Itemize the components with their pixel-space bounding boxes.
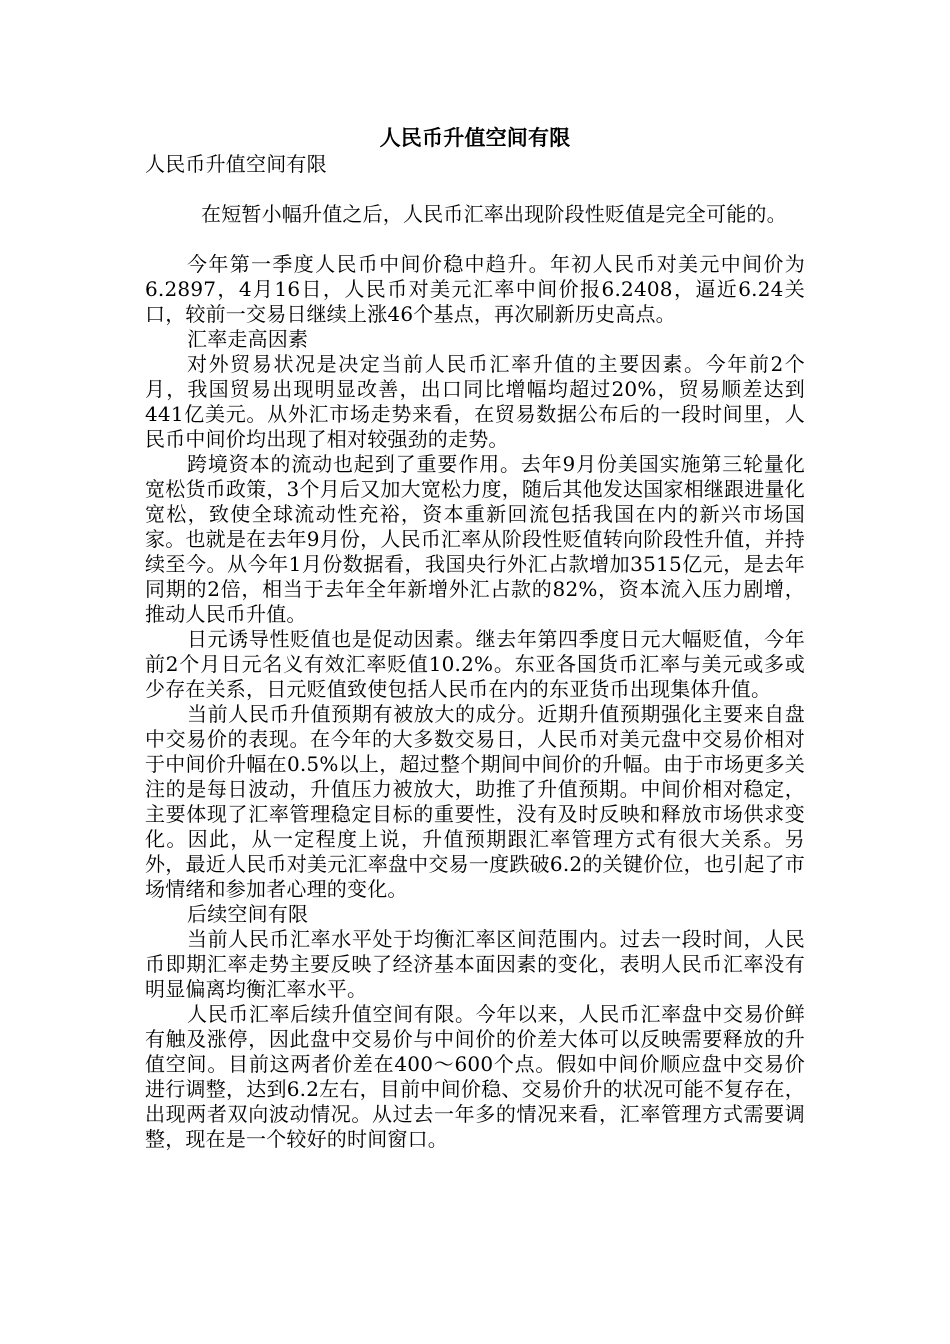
- paragraph-6: 当前人民币汇率水平处于均衡汇率区间范围内。过去一段时间，人民币即期汇率走势主要反映了经济基本面因素的变化，表明人民币汇率没有明显偏离均衡汇率水平。: [145, 927, 805, 1001]
- paragraph-3: 跨境资本的流动也起到了重要作用。去年9月份美国实施第三轮量化宽松货币政策，3个月后又加大宽松力度，随后其他发达国家相继跟进量化宽松，致使全球流动性充裕，资本重新回流包括我国在内的新兴市场国家。也就是在去年9月份，人民币汇率从阶段性贬值转向阶段性升值，并持续至今。从今年1月份数据看，我国央行外汇占款增加3515亿元，是去年同期的2倍，相当于去年全年新增外汇占款的82%，资本流入压力剧增，推动人民币升值。: [145, 452, 805, 626]
- section-heading-1: 汇率走高因素: [187, 327, 309, 351]
- paragraph-7: 人民币汇率后续升值空间有限。今年以来，人民币汇率盘中交易价鲜有触及涨停，因此盘中交易价与中间价的价差大体可以反映需要释放的升值空间。目前这两者价差在400～600个点。假如中间价顺应盘中交易价进行调整，达到6.2左右，目前中间价稳、交易价升的状况可能不复存在，出现两者双向波动情况。从过去一年多的情况来看，汇率管理方式需要调整，现在是一个较好的时间窗口。: [145, 1002, 805, 1151]
- lead-paragraph: 在短暂小幅升值之后，人民币汇率出现阶段性贬值是完全可能的。: [201, 202, 787, 226]
- document-body: [145, 124, 805, 1152]
- section-heading-2: 后续空间有限: [187, 902, 309, 926]
- paragraph-5: 当前人民币升值预期有被放大的成分。近期升值预期强化主要来自盘中交易价的表现。在今年的大多数交易日，人民币对美元盘中交易价相对于中间价升幅在0.5%以上，超过整个期间中间价的升幅。由于市场更多关注的是每日波动，升值压力被放大，助推了升值预期。中间价相对稳定，主要体现了汇率管理稳定目标的重要性，没有及时反映和释放市场供求变化。因此，从一定程度上说，升值预期跟汇率管理方式有很大关系。另外，最近人民币对美元汇率盘中交易一度跌破6.2的关键价位，也引起了市场情绪和参加者心理的变化。: [145, 702, 805, 901]
- document-title: 人民币升值空间有限: [379, 126, 571, 150]
- paragraph-4: 日元诱导性贬值也是促动因素。继去年第四季度日元大幅贬值，今年前2个月日元名义有效汇率贬值10.2%。东亚各国货币汇率与美元或多或少存在关系，日元贬值致使包括人民币在内的东亚货币出现集体升值。: [145, 627, 805, 701]
- paragraph-1: 今年第一季度人民币中间价稳中趋升。年初人民币对美元中间价为6.2897，4月16日，人民币对美元汇率中间价报6.2408，逼近6.24关口，较前一交易日继续上涨46个基点，再次刷新历史高点。: [145, 252, 805, 326]
- paragraph-2: 对外贸易状况是决定当前人民币汇率升值的主要因素。今年前2个月，我国贸易出现明显改善，出口同比增幅均超过20%，贸易顺差达到441亿美元。从外汇市场走势来看，在贸易数据公布后的一段时间里，人民币中间价均出现了相对较强劲的走势。: [145, 352, 805, 451]
- document-subtitle: 人民币升值空间有限: [145, 152, 327, 176]
